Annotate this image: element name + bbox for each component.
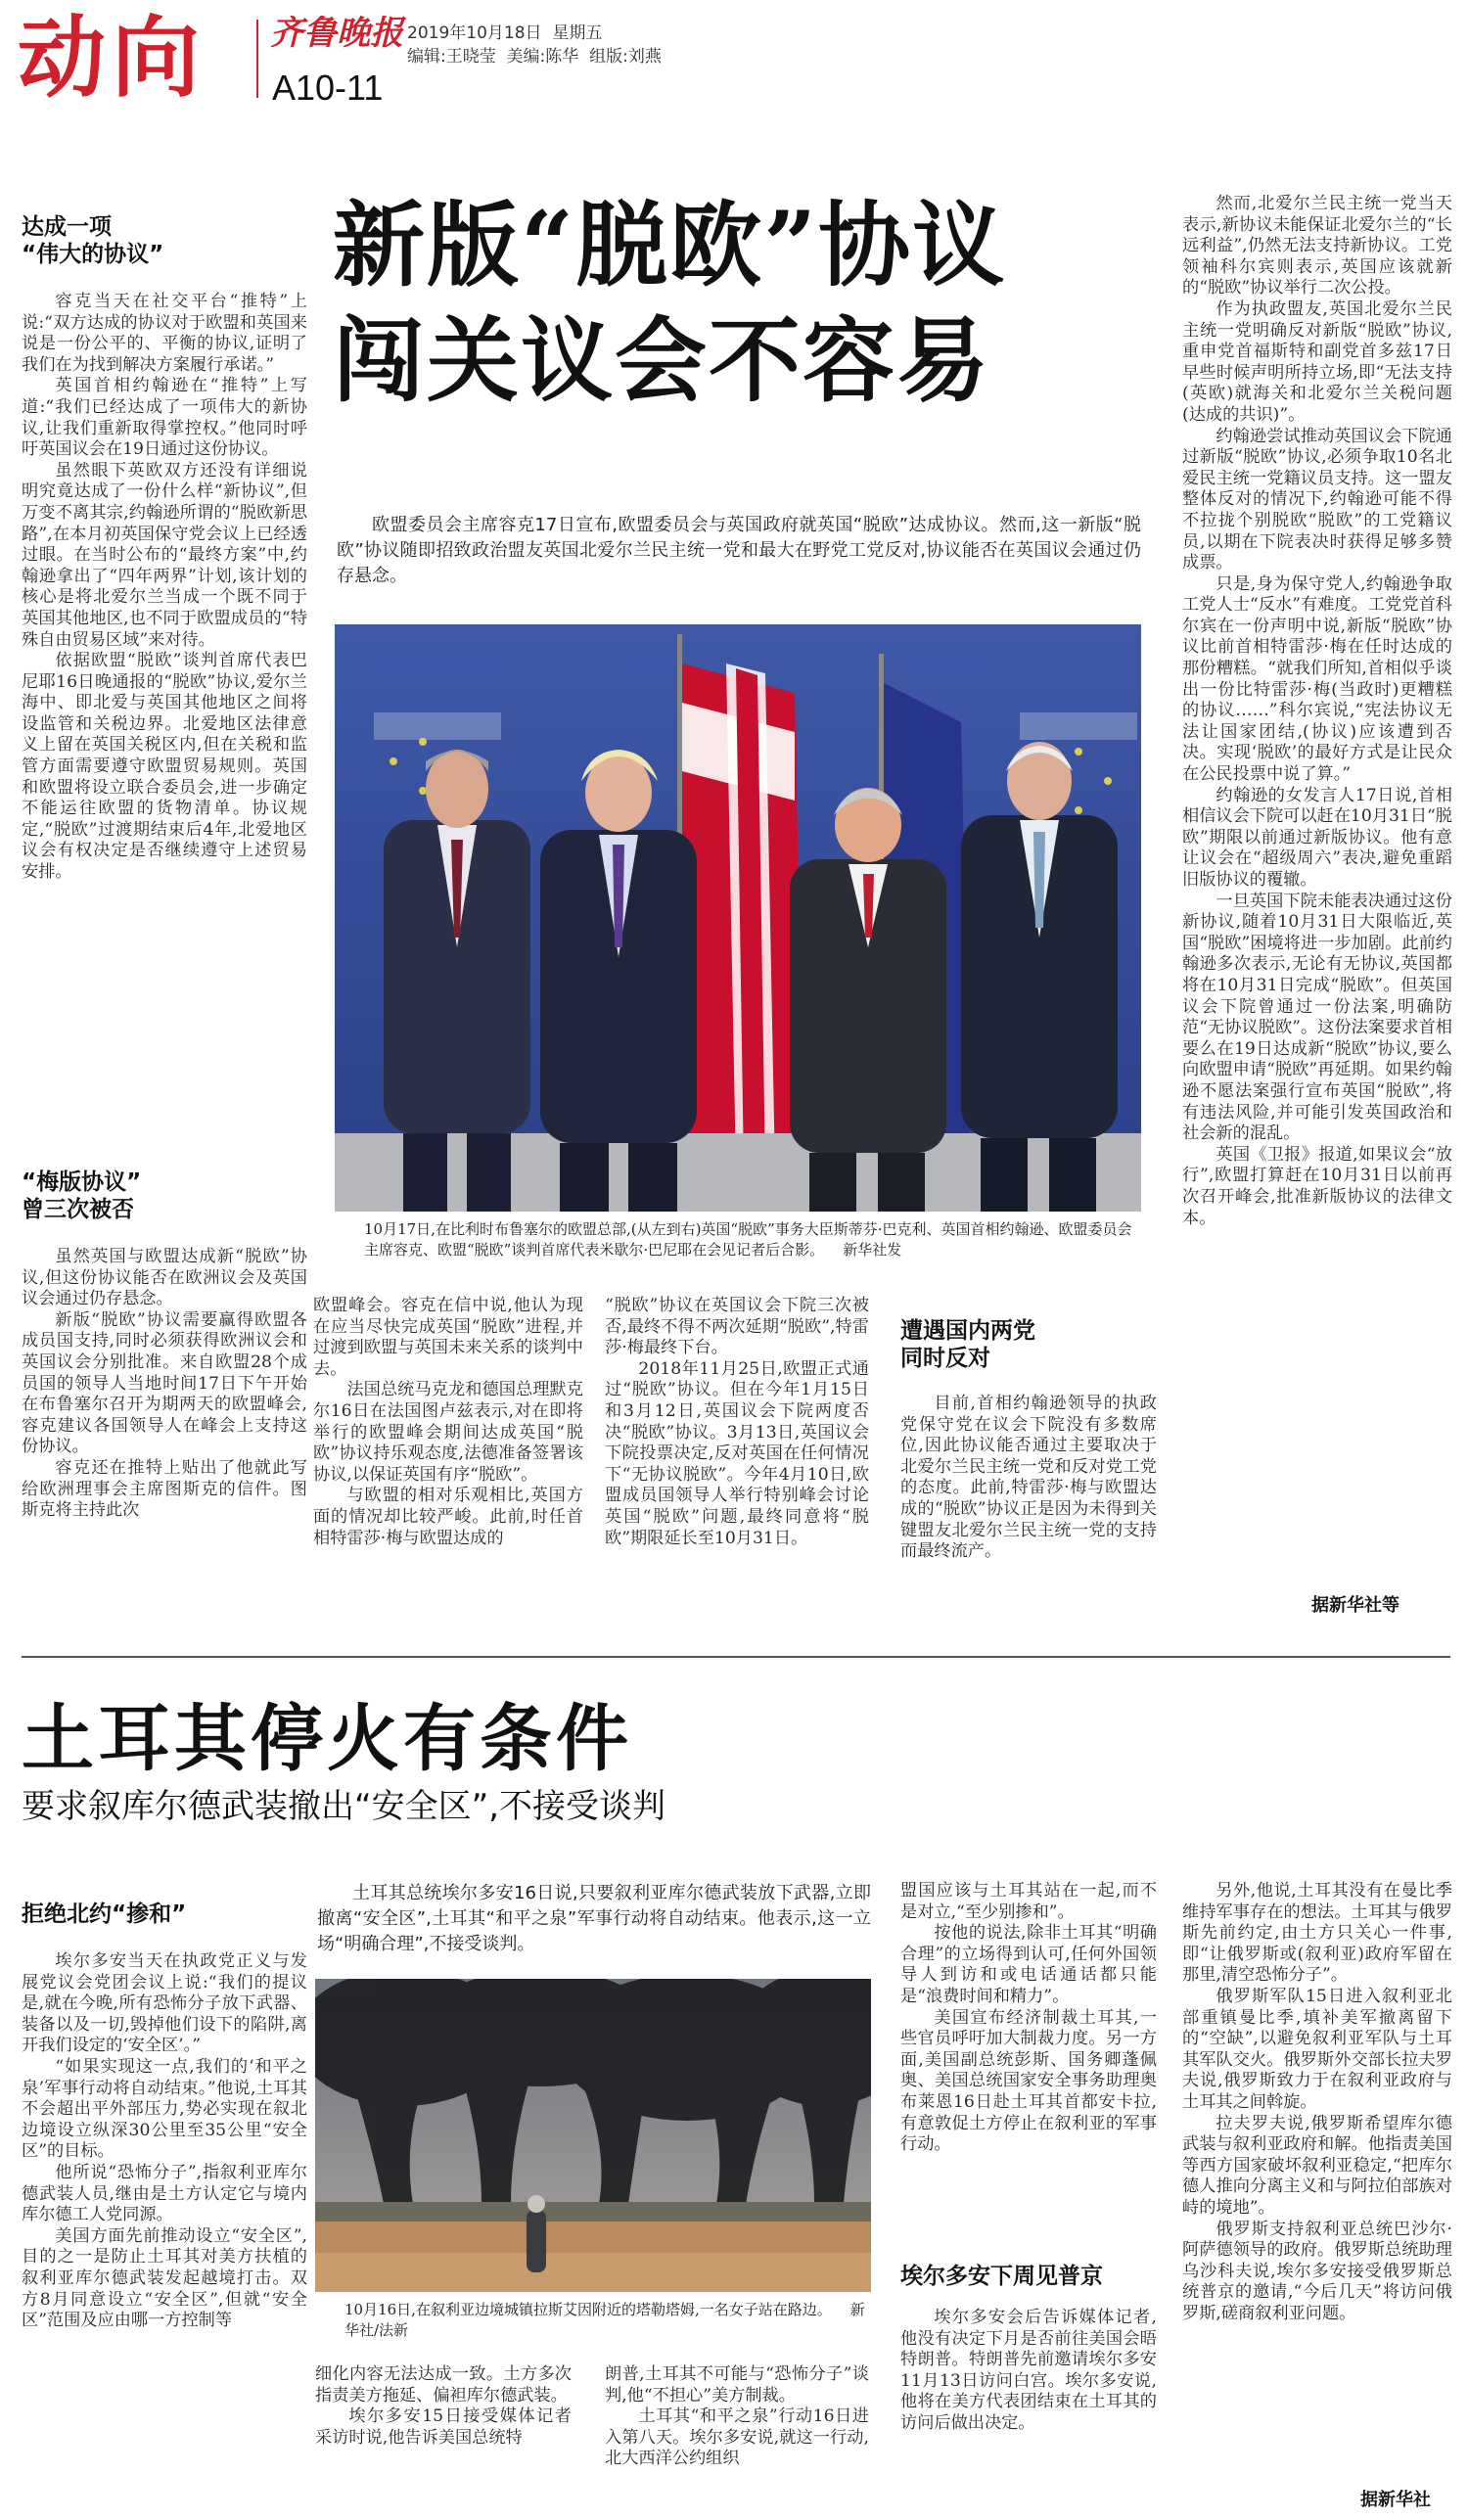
- turkey-col5: [1182, 1881, 1452, 2324]
- para: 法国总统马克龙和德国总理默克尔16日在法国图卢兹表示,对在即将举行的欧盟峰会期间达成英国“脱欧”协议持乐观态度,法德准备签署该协议,以保证英国有序“脱欧”。: [313, 1380, 583, 1485]
- para: 土耳其“和平之泉”行动16日进入第八天。埃尔多安说,就这一行动,北大西洋公约组织: [605, 2406, 869, 2469]
- para: 俄罗斯支持叙利亚总统巴沙尔·阿萨德领导的政府。俄罗斯总统助理乌沙科夫说,埃尔多安接受俄罗斯总统普京的邀请,“今后几天”将访问俄罗斯,磋商叙利亚问题。: [1182, 2219, 1452, 2323]
- para: 一旦英国下院未能表决通过这份新协议,随着10月31日大限临近,英国“脱欧”困境将进一步加剧。此前约翰逊多次表示,无论有无协议,英国都将在10月31日完成“脱欧”。但英国议会下院曾通过一份法案,明确防范“无协议脱欧”。这份法案要求首相要么在19日达成新“脱欧”协议,要么向欧盟申请“脱欧”再延期。如果约翰逊不愿法案强行宣布英国“脱欧”,将有违法风险,并可能引发英国政治和社会新的混乱。: [1182, 891, 1452, 1144]
- para: 欧盟峰会。容克在信中说,他认为现在应当尽快完成英国“脱欧”进程,并过渡到欧盟与英国未来关系的谈判中去。: [313, 1296, 583, 1379]
- brexit-sub1-line2: “伟大的协议”: [22, 242, 164, 267]
- turkey-caption: [344, 2300, 871, 2341]
- para: 他所说“恐怖分子”,指叙利亚库尔德武装人员,继由是土方认定它与境内库尔德工人党同源。: [22, 2162, 307, 2225]
- para: 虽然眼下英欧双方还没有详细说明究竟达成了一份什么样“新协议”,但万变不离其宗,约翰逊所谓的“脱欧新思路”,在本月初英国保守党会议上已经透过眼。在当时公布的“最终方案”中,约翰逊拿出了“四年两界”计划,该计划的核心是将北爱尔兰当成一个既不同于英国其他地区,也不同于欧盟成员的“特殊自由贸易区域”来对待。: [22, 460, 307, 650]
- para: 美国方面先前推动设立“安全区”,目的之一是防止土耳其对美方扶植的叙利亚库尔德武装发起越境打击。双方8月同意设立“安全区”,但就“安全区”范围及应由哪一方控制等: [22, 2225, 307, 2331]
- para: 与欧盟的相对乐观相比,英国方面的情况却比较严峻。此前,时任首相特雷莎·梅与欧盟达成的: [313, 1486, 583, 1548]
- brexit-sub2: [22, 1168, 305, 1223]
- turkey-col3: [605, 2364, 869, 2470]
- para: 盟国应该与土耳其站在一起,而不是对立,“至少别掺和”。: [900, 1881, 1157, 1922]
- section-title: 动向: [18, 7, 206, 110]
- brexit-credit: 据新华社等: [1311, 1595, 1399, 1616]
- editor: 编辑:王晓莹: [407, 47, 496, 67]
- para: 容克还在推特上贴出了他就此写给欧洲理事会主席图斯克的信件。图斯克将主持此次: [22, 1457, 307, 1521]
- brexit-sub3-line1: 遭遇国内两党: [900, 1318, 1035, 1344]
- brexit-photo-illustration: [335, 624, 1141, 1212]
- brexit-caption: [364, 1219, 1141, 1260]
- turkey-headline: 土耳其停火有条件: [22, 1697, 632, 1781]
- pub-weekday: 星期五: [552, 23, 603, 43]
- para: 虽然英国与欧盟达成新“脱欧”协议,但这份协议能否在欧洲议会及英国议会通过仍存悬念。: [22, 1247, 307, 1309]
- para: 拉夫罗夫说,俄罗斯希望库尔德武装与叙利亚政府和解。他指责美国等西方国家破坏叙利亚稳定,“把库尔德人推向分离主义和与阿拉伯部族对峙的境地”。: [1182, 2113, 1452, 2218]
- turkey-col4b: [900, 2308, 1157, 2435]
- para: 2018年11月25日,欧盟正式通过“脱欧”协议。但在今年1月15日和3月12日,英国议会下院两度否决“脱欧”协议。3月13日,英国议会下院投票决定,反对英国在任何情况下“无协议脱欧”。今年4月10日,欧盟成员国领导人举行特别峰会讨论英国“脱欧”问题,最终同意将“脱欧”期限延长至10月31日。: [605, 1358, 869, 1548]
- brexit-sub3: [900, 1317, 1145, 1372]
- para: 只是,身为保守党人,约翰逊争取工党人士“反水”有难度。工党党首科尔宾在一份声明中说,新版“脱欧”协议比前首相特雷莎·梅在任时达成的那份糟糕。“就我们所知,首相似乎谈出一份比特雷莎·梅(当政时)更糟糕的协议……”科尔宾说,“宪法协议无法让国家团结,(协议)应该遭到否决。实现‘脱欧’的最好方式是让民众在公民投票中说了算。”: [1182, 573, 1452, 785]
- pub-date: 2019年10月18日: [407, 23, 542, 43]
- woman-figure: [527, 2195, 546, 2272]
- brexit-col4: [900, 1394, 1157, 1563]
- turkey-col2: [315, 2364, 572, 2449]
- brexit-lead: 欧盟委员会主席容克17日宣布,欧盟委员会与英国政府就英国“脱欧”达成协议。然而,这一新版“脱欧”协议随即招致政治盟友英国北爱尔兰民主统一党和最大在野党工党反对,协议能否在英国议会通过仍存悬念。: [337, 515, 1141, 586]
- para: 朗普,土耳其不可能与“恐怖分子”谈判,他“不担心”美方制裁。: [605, 2364, 869, 2405]
- brexit-headline-line2: 闯关议会不容易: [333, 307, 991, 415]
- brexit-col1b: [22, 1247, 307, 1522]
- brexit-headline-line1: 新版“脱欧”协议: [333, 192, 1007, 299]
- para: 约翰逊尝试推动英国议会下院通过新版“脱欧”协议,必须争取10名北爱民主统一党籍议员支持。这一盟友整体反对的情况下,约翰逊可能不得不拉拢个别脱欧“脱欧”的工党籍议员,以期在下院表决时获得足够多赞成票。: [1182, 426, 1452, 573]
- artist: 美编:陈华: [506, 47, 579, 67]
- para: “脱欧”协议在英国议会下院三次被否,最终不得不两次延期“脱欧”,特雷莎·梅最终下台。: [605, 1296, 869, 1358]
- para: 俄罗斯军队15日进入叙利亚北部重镇曼比季,填补美军撤离留下的“空缺”,以避免叙利亚军队与土耳其军队交火。俄罗斯外交部长拉夫罗夫说,俄罗斯致力于在叙利亚政府与土耳其之间斡旋。: [1182, 1986, 1452, 2112]
- para: 依据欧盟“脱欧”谈判首席代表巴尼耶16日晚通报的“脱欧”协议,爱尔兰海中、即北爱与英国其他地区之间将设监管和关税边界。北爱地区法律意义上留在英国关税区内,但在关税和监管方面需要遵守欧盟贸易规则。英国和欧盟将设立联合委员会,进一步确定不能运往欧盟的货物清单。协议规定,“脱欧”过渡期结束后4年,北爱地区议会有权决定是否继续遵守上述贸易安排。: [22, 651, 307, 883]
- turkey-credit: 据新华社: [1360, 2490, 1431, 2510]
- page-number: A10-11: [272, 68, 384, 108]
- brexit-col2: [313, 1296, 583, 1549]
- turkey-col4a: [900, 1881, 1157, 2156]
- para: 埃尔多安15日接受媒体记者采访时说,他告诉美国总统特: [315, 2406, 572, 2448]
- newspaper-logo: 齐鲁晚报: [270, 14, 403, 53]
- para: 细化内容无法达成一致。土方多次指责美方拖延、偏袒库尔德武装。: [315, 2364, 572, 2405]
- para: 新版“脱欧”协议需要赢得欧盟各成员国支持,同时必须获得欧洲议会和英国议会分别批准。来自欧盟28个成员国的领导人当地时间17日下午开始在布鲁塞尔召开为期两天的欧盟峰会,容克建议各国领导人在峰会上支持这份协议。: [22, 1309, 307, 1457]
- para: 埃尔多安当天在执政党正义与发展党议会党团会议上说:“我们的提议是,就在今晚,所有恐怖分子放下武器、装备以及一切,毁掉他们设下的陷阱,离开我们设定的‘安全区’。”: [22, 1951, 307, 2056]
- para: 美国宣布经济制裁土耳其,一些官员呼吁加大制裁力度。另一方面,美国副总统彭斯、国务卿蓬佩奥、美国总统国家安全事务助理奥布莱恩16日赴土耳其首都安卡拉,有意敦促土方停止在叙利亚的军事行动。: [900, 2007, 1157, 2155]
- turkey-sub1: 拒绝北约“掺和”: [22, 1901, 187, 1927]
- brexit-headline: [333, 188, 1174, 419]
- turkey-caption-credit: 新华社/法新: [344, 2301, 865, 2339]
- brexit-sub2-line2: 曾三次被否: [22, 1197, 134, 1222]
- para: 作为执政盟友,英国北爱尔兰民主统一党明确反对新版“脱欧”协议,重申党首福斯特和副党首多兹17日早些时候声明所持立场,即“无法支持(英欧)就海关和北爱尔兰关税问题(达成的共识)”。: [1182, 298, 1452, 425]
- turkey-photo: [315, 1979, 871, 2292]
- brexit-photo: [335, 624, 1141, 1212]
- turkey-subheadline: 要求叙库尔德武装撤出“安全区”,不接受谈判: [22, 1787, 666, 1826]
- brexit-caption-text: 10月17日,在比利时布鲁塞尔的欧盟总部,(从左到右)英国“脱欧”事务大臣斯蒂芬·巴克利、英国首相约翰逊、欧盟委员会主席容克、欧盟“脱欧”谈判首席代表米歇尔·巴尼耶在会见记者后合影。: [364, 1220, 1132, 1259]
- brexit-col3: [605, 1296, 869, 1549]
- turkey-sub2: 埃尔多安下周见普京: [900, 2264, 1103, 2289]
- turkey-caption-text: 10月16日,在叙利亚边境城镇拉斯艾因附近的塔勒塔姆,一名女子站在路边。: [344, 2301, 832, 2318]
- brexit-sub2-line1: “梅版协议”: [22, 1169, 142, 1195]
- para: 另外,他说,土耳其没有在曼比季维持军事存在的想法。土耳其与俄罗斯先前约定,由土方只关心一件事,即“让俄罗斯或(叙利亚)政府军留在那里,清空恐怖分子”。: [1182, 1881, 1452, 1986]
- brexit-col5: [1182, 194, 1452, 1229]
- turkey-photo-illustration: [315, 1979, 871, 2292]
- para: 英国《卫报》报道,如果议会“放行”,欧盟打算赶在10月31日以前再次召开峰会,批准新版协议的法律文本。: [1182, 1144, 1452, 1228]
- header-meta: [407, 22, 818, 69]
- para: “如果实现这一点,我们的‘和平之泉’军事行动将自动结束。”他说,土耳其不会超出平外部压力,势必实现在叙北边境设立纵深30公里至35公里“安全区”的目标。: [22, 2056, 307, 2162]
- brexit-sub1-line1: 达成一项: [22, 214, 112, 240]
- brexit-sub3-line2: 同时反对: [900, 1346, 990, 1371]
- brexit-sub1: [22, 213, 305, 268]
- brexit-col1a: [22, 292, 307, 884]
- para: 埃尔多安会后告诉媒体记者,他没有决定下月是否前往美国会晤特朗普。特朗普先前邀请埃尔多安11月13日访问白宫。埃尔多安说,他将在美方代表团结束在土耳其的访问后做出决定。: [900, 2308, 1157, 2433]
- para: 然而,北爱尔兰民主统一党当天表示,新协议未能保证北爱尔兰的“长远利益”,仍然无法支持新协议。工党领袖科尔宾则表示,英国应该就新的“脱欧”协议举行二次公投。: [1182, 194, 1452, 298]
- turkey-lead: 土耳其总统埃尔多安16日说,只要叙利亚库尔德武装放下武器,立即撤离“安全区”,土耳其“和平之泉”军事行动将自动结束。他表示,这一立场“明确合理”,不接受谈判。: [317, 1883, 871, 1954]
- header-divider: [256, 20, 258, 98]
- proof: 组版:刘燕: [589, 47, 662, 67]
- para: 约翰逊的女发言人17日说,首相相信议会下院可以赶在10月31日“脱欧”期限以前通过新版协议。他有意让议会在“超级周六”表决,避免重蹈旧版协议的覆辙。: [1182, 785, 1452, 890]
- brexit-caption-credit: 新华社发: [843, 1241, 902, 1259]
- para: 目前,首相约翰逊领导的执政党保守党在议会下院没有多数席位,因此协议能否通过主要取决于北爱尔兰民主统一党和反对党工党的态度。此前,特雷莎·梅与欧盟达成的“脱欧”协议正是因为未得到关键盟友北爱尔兰民主统一党的支持而最终流产。: [900, 1394, 1157, 1562]
- para: 按他的说法,除非土耳其“明确合理”的立场得到认可,任何外国领导人到访和或电话通话都只能是“浪费时间和精力”。: [900, 1923, 1157, 2006]
- turkey-col1: [22, 1951, 307, 2332]
- section-divider: [22, 1656, 1450, 1658]
- para: 英国首相约翰逊在“推特”上写道:“我们已经达成了一项伟大的新协议,让我们重新取得掌控权。”他同时呼吁英国议会在19日通过这份协议。: [22, 376, 307, 460]
- para: 容克当天在社交平台“推特”上说:“双方达成的协议对于欧盟和英国来说是一份公平的、平衡的协议,证明了我们在为找到解决方案履行承诺。”: [22, 292, 307, 375]
